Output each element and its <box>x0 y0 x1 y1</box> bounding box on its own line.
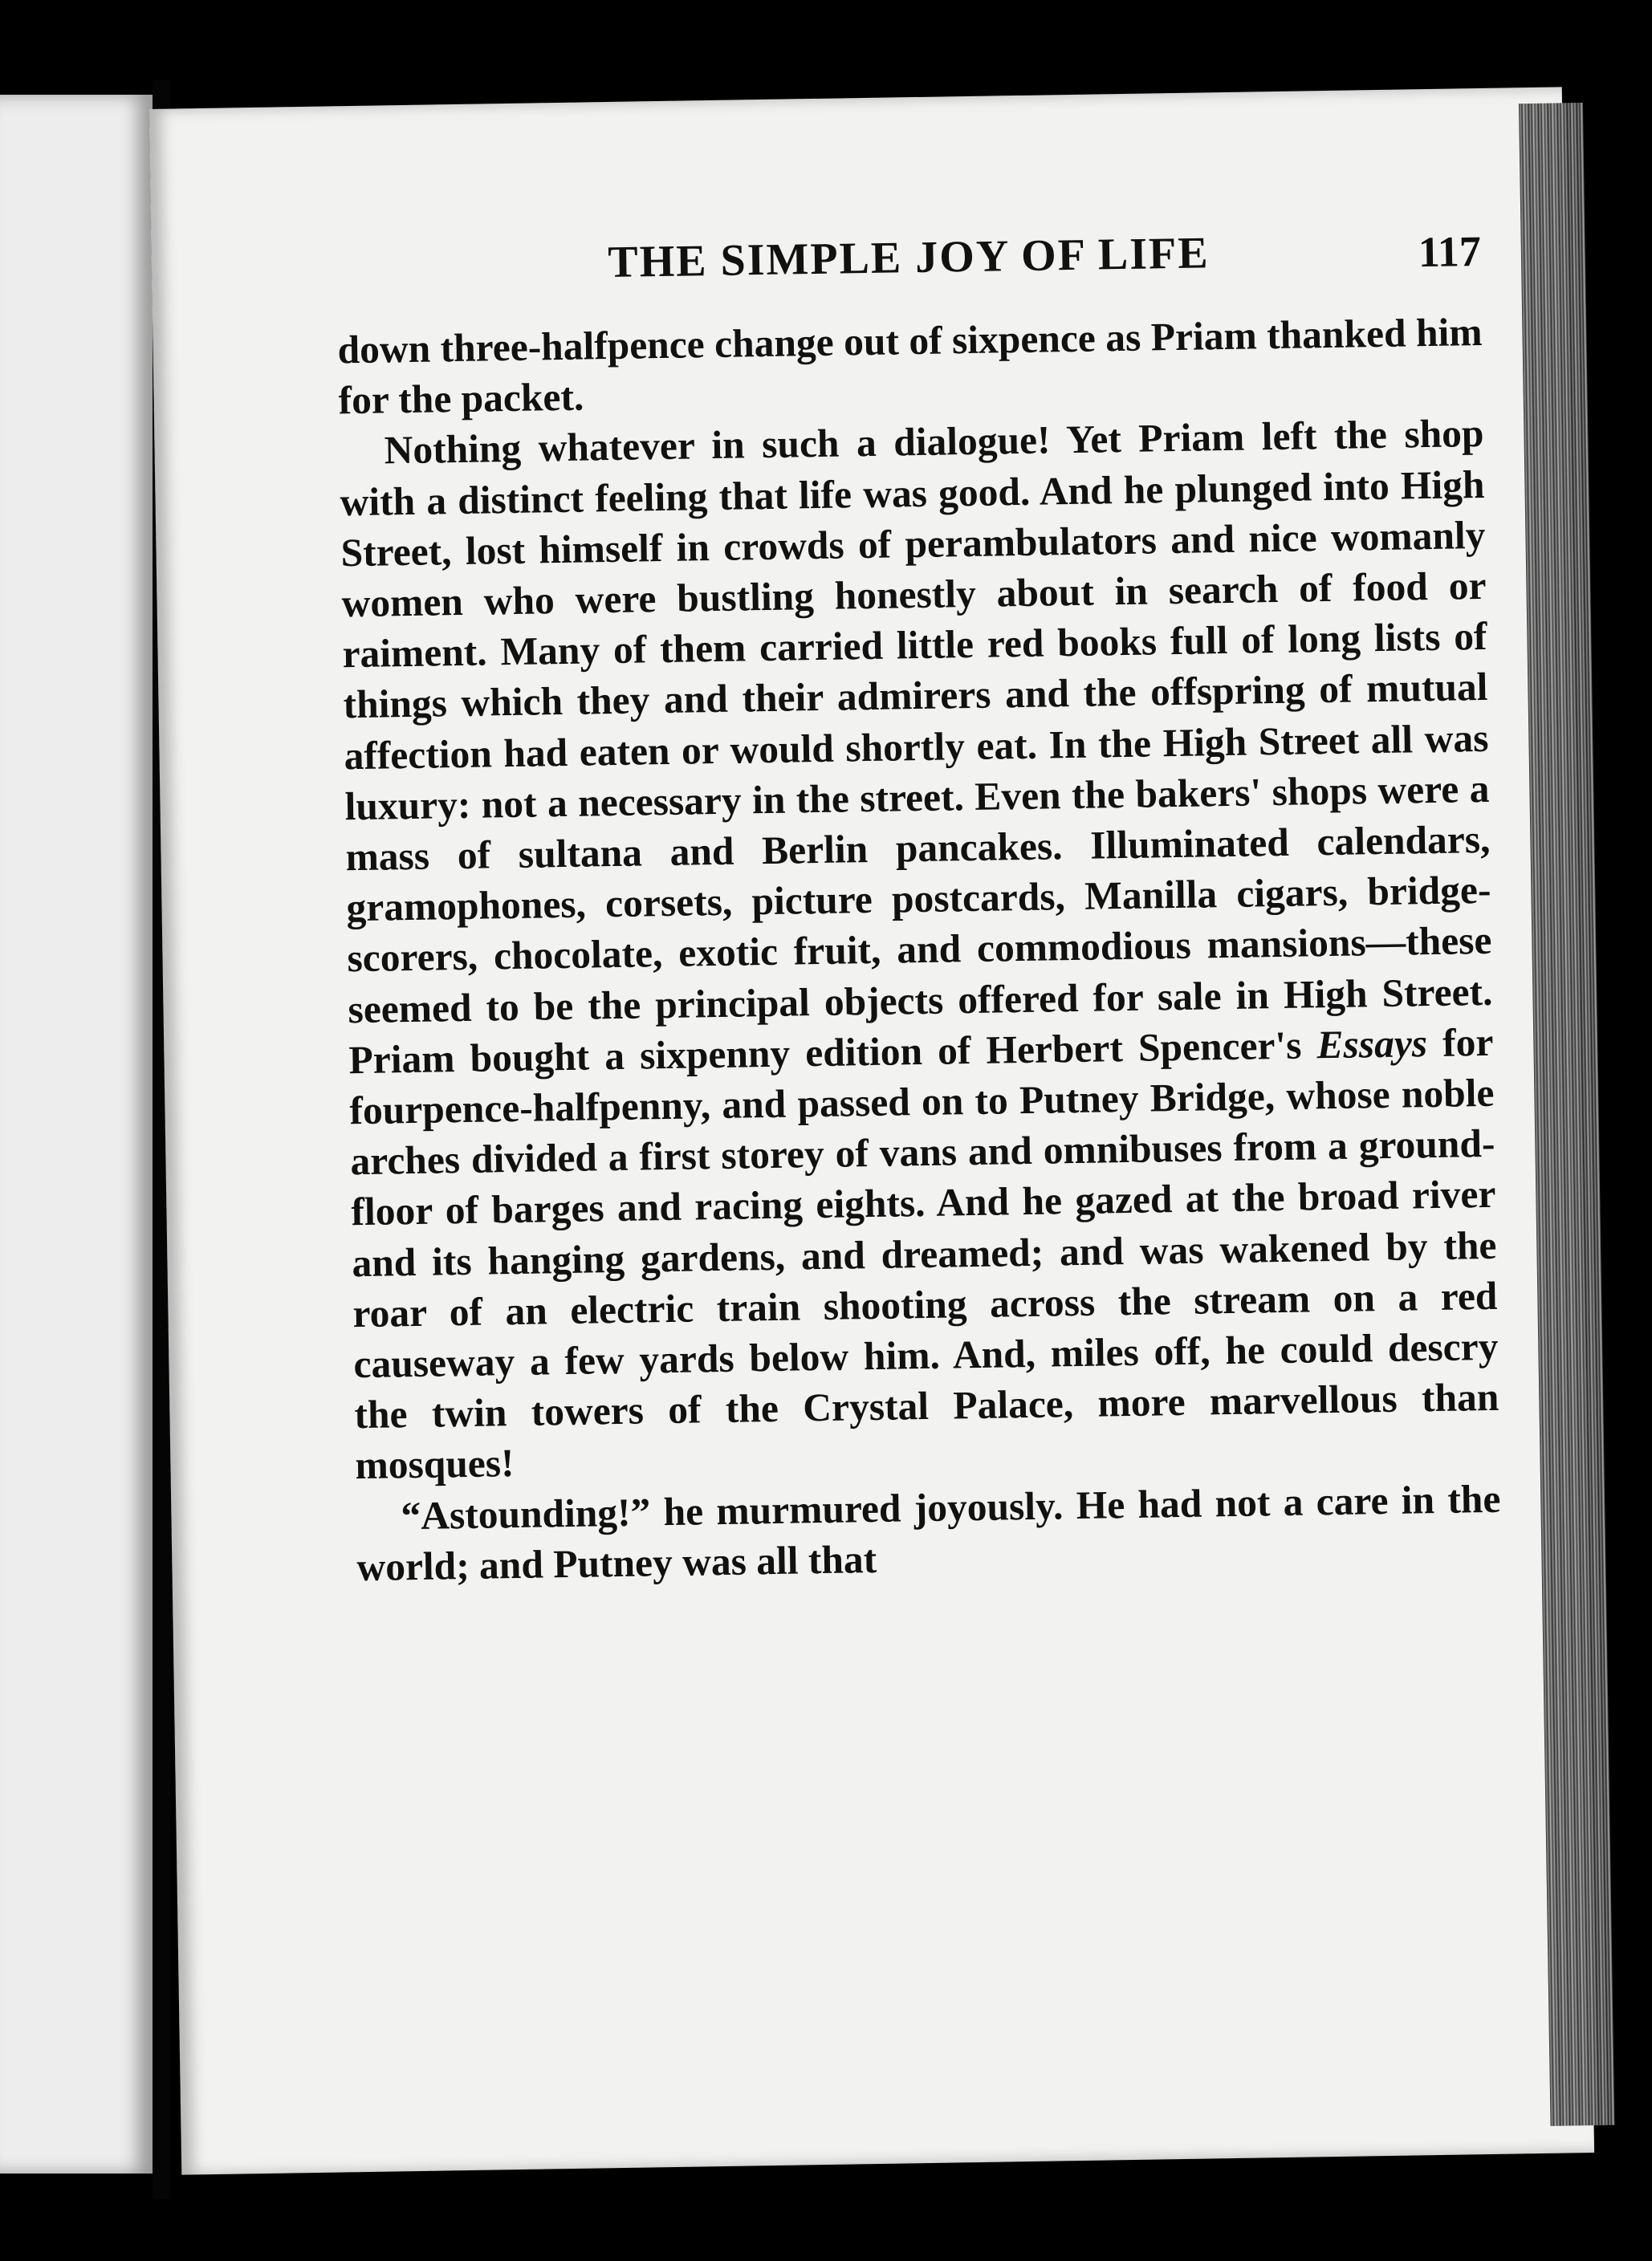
running-head <box>336 215 1481 313</box>
page-edge-stack <box>1519 103 1615 2126</box>
paragraph-3: “Astounding!” he murmured joyously. He had not a care in the world; and Putney was all that <box>356 1476 1501 1590</box>
paragraph-2-part-2: for fourpence-halfpenny, and passed on to Putney Bridge, whose noble arches divided a first storey of vans and omnibuses from a ground-floor of barges and racing eights. And he gazed at the broad river and its hanging gardens, and dreamed; and was wakened by the roar of an electric train shooting across the stream on a red causeway a few yards below him. And, miles off, he could descry the twin towers of the Crystal Palace, more marvellous than mosques! <box>349 1019 1499 1488</box>
running-title: THE SIMPLE JOY OF LIFE <box>607 228 1210 288</box>
book-page <box>149 87 1594 2174</box>
page-text-block <box>336 215 1501 1592</box>
paragraph-2-part-1: Nothing whatever in such a dialogue! Yet Priam left the shop with a distinct feeling that life was good. And he plunged into High Street, lost himself in crowds of perambulators and nice womanly women who were bustling honestly about in search of food or raiment. Many of them carried little red books full of long lists of things which they and their admirers and the offspring of mutual affection had eaten or would shortly eat. In the High Street all was luxury: not a necessary in the street. Even the bakers' shops were a mass of sultana and Berlin pancakes. Illuminated calendars, gramophones, corsets, picture postcards, Manilla cigars, bridge-scorers, chocolate, exotic fruit, and commodious mansions—these seemed to be the principal objects offered for sale in High Street. Priam bought a sixpenny edition of Herbert Spencer's <box>340 411 1493 1083</box>
paragraph-2 <box>339 408 1500 1491</box>
page-number: 117 <box>1418 226 1482 277</box>
book-title-essays: Essays <box>1316 1020 1428 1067</box>
left-page-edge <box>0 95 153 2174</box>
paragraph-1: down three-halfpence change out of sixpence as Priam thanked him for the packet. <box>337 309 1483 423</box>
body-text <box>337 307 1502 1592</box>
